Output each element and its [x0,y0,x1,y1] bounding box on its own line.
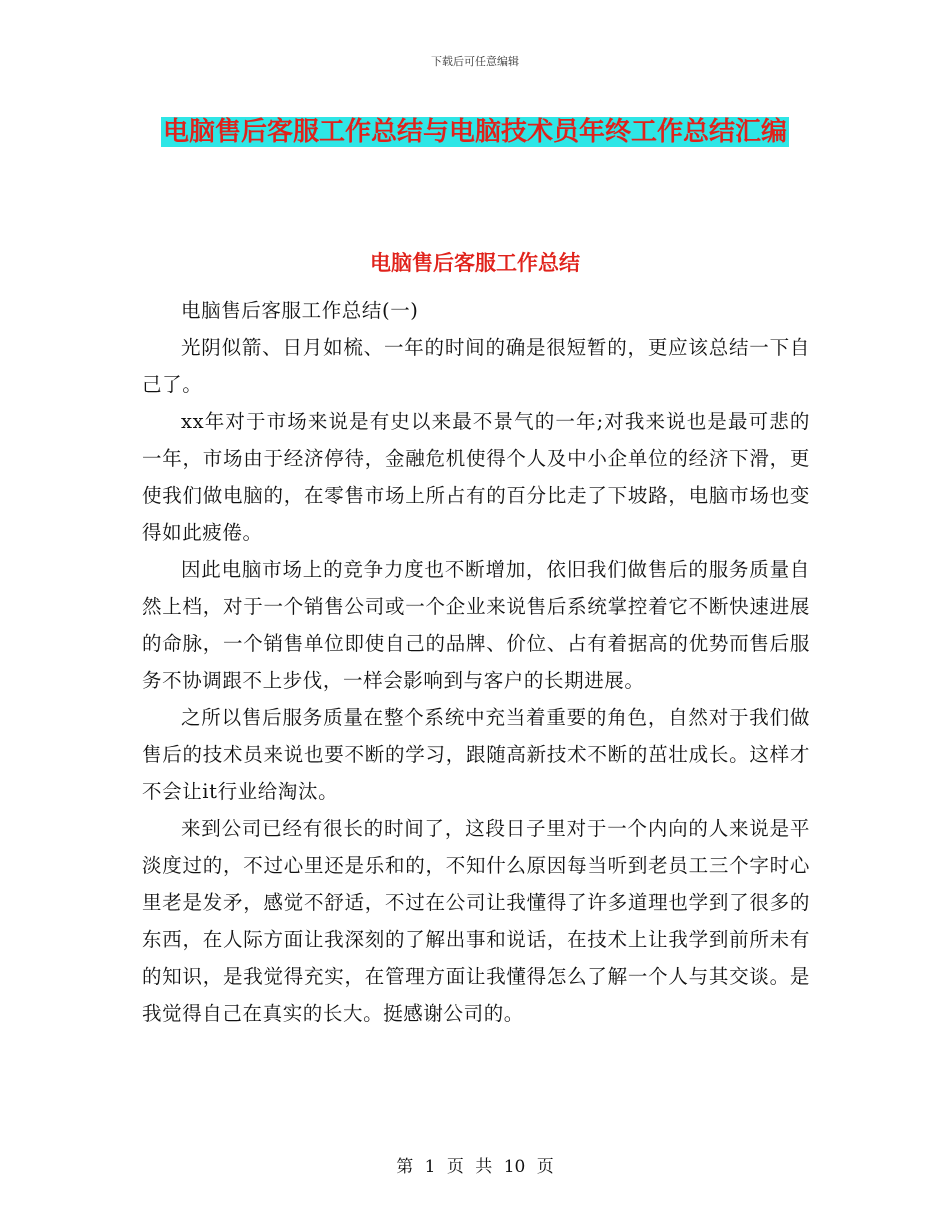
document-body [142,292,810,1032]
document-title-text: 电脑售后客服工作总结与电脑技术员年终工作总结汇编 [162,117,787,147]
section-title: 电脑售后客服工作总结 [370,250,580,275]
paragraph: 因此电脑市场上的竞争力度也不断增加，依旧我们做售后的服务质量自然上档，对于一个销售公司或一个企业来说售后系统掌控着它不断快速进展的命脉，一个销售单位即使自己的品牌、价位、占有着据高的优势而售后服务不协调跟不上步伐，一样会影响到与客户的长期进展。 [142,558,810,692]
paragraph: 来到公司已经有很长的时间了，这段日子里对于一个内向的人来说是平淡度过的，不过心里还是乐和的，不知什么原因每当听到老员工三个字时心里老是发矛，感觉不舒适，不过在公司让我懂得了许多道理也学到了很多的东西，在人际方面让我深刻的了解出事和说话，在技术上让我学到前所未有的知识，是我觉得充实，在管理方面让我懂得怎么了解一个人与其交谈。是我觉得自己在真实的长大。挺感谢公司的。 [142,817,810,1025]
paragraph: 光阴似箭、日月如梳、一年的时间的确是很短暂的，更应该总结一下自己了。 [142,336,810,396]
paragraph-subtitle: 电脑售后客服工作总结(一) [181,299,419,322]
paragraph: xx年对于市场来说是有史以来最不景气的一年;对我来说也是最可悲的一年，市场由于经济停待，金融危机使得个人及中小企单位的经济下滑，更使我们做电脑的，在零售市场上所占有的百分比走了下坡路，电脑市场也变得如此疲倦。 [142,410,810,544]
header-note: 下载后可任意编辑 [431,55,519,68]
page-footer: 第 1 页 共 10 页 [396,1157,554,1177]
document-title [140,110,810,154]
paragraph: 之所以售后服务质量在整个系统中充当着重要的角色，自然对于我们做售后的技术员来说也要不断的学习，跟随高新技术不断的茁壮成长。这样才不会让it行业给淘汰。 [142,706,810,803]
